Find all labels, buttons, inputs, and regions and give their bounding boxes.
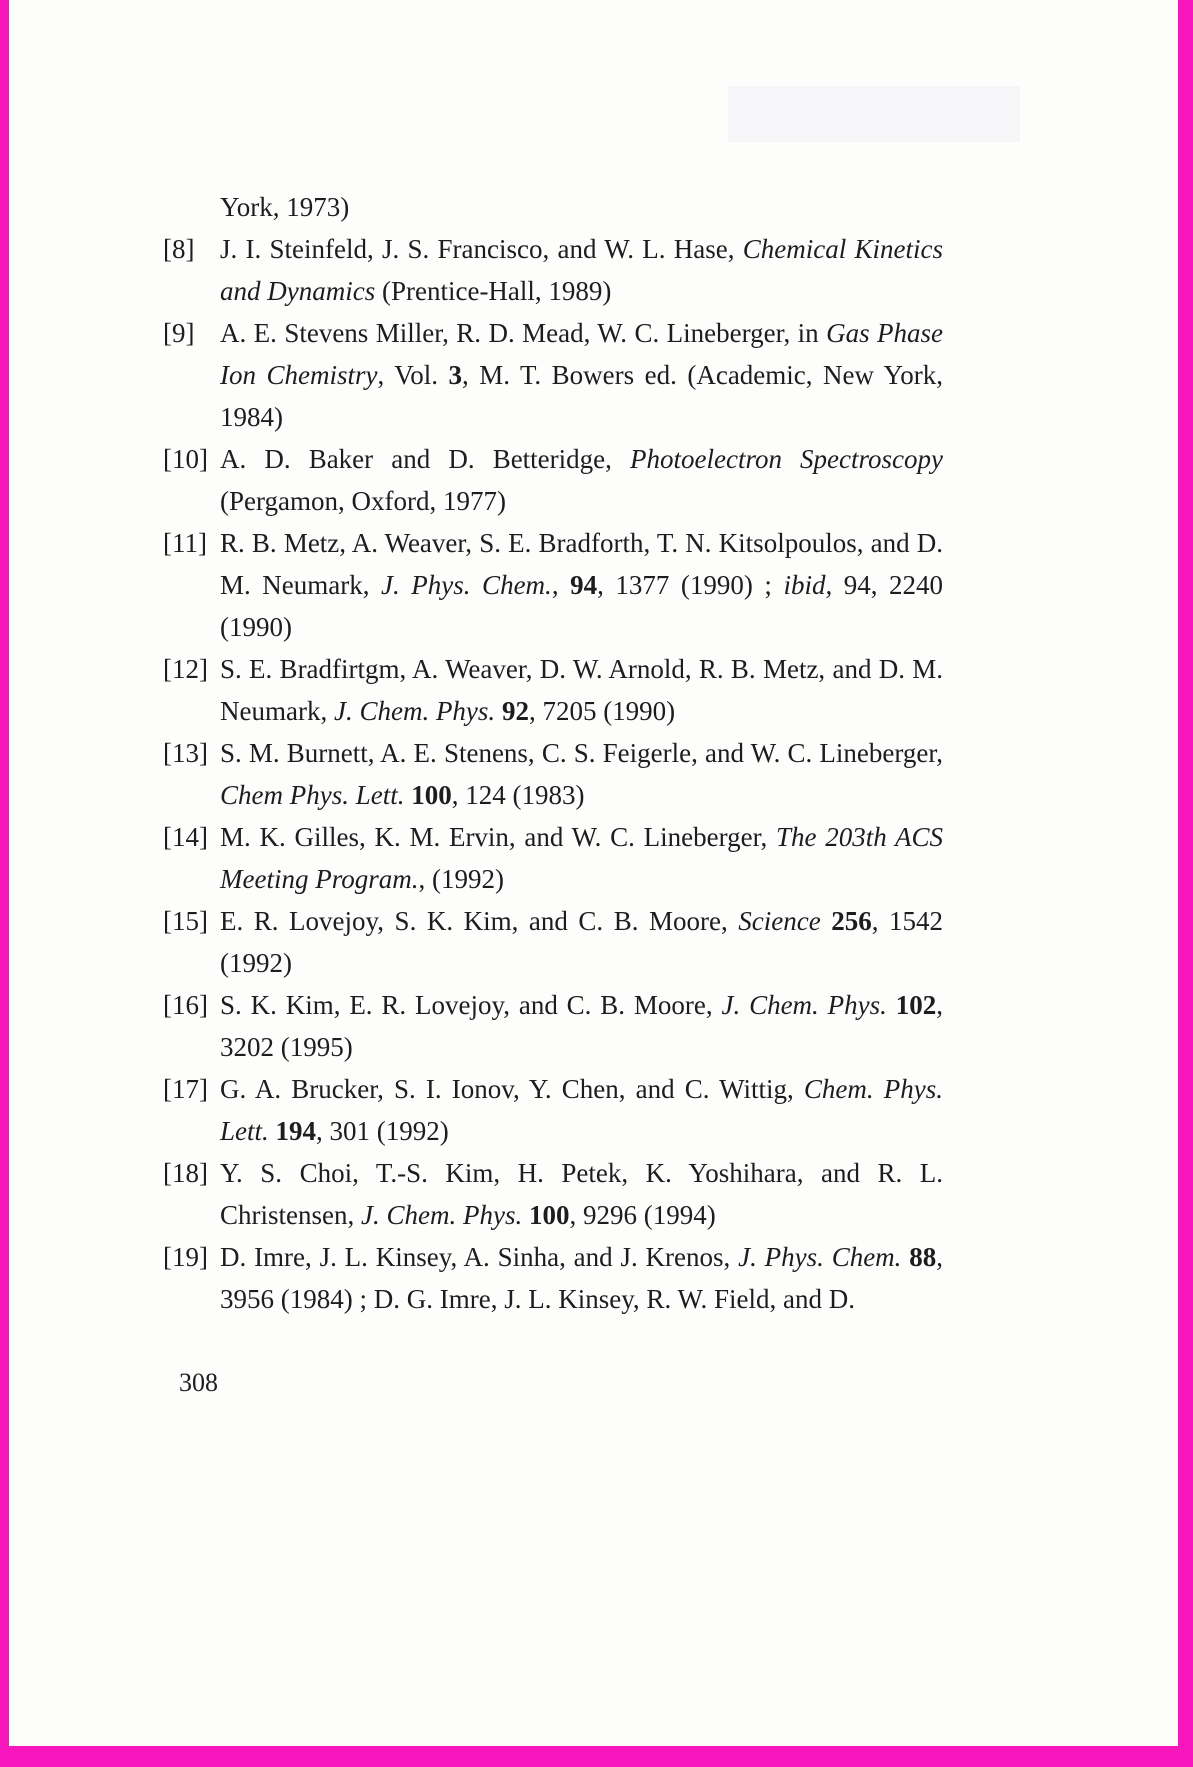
- reference-text-segment: Y. S. Choi, T.-S. Kim, H. Petek, K. Yoshihara, and R. L. Christensen,: [220, 1158, 943, 1230]
- reference-label: [17]: [163, 1074, 208, 1104]
- reference-text-segment: Chem Phys. Lett.: [220, 780, 405, 810]
- reference-text-segment: J. I. Steinfeld, J. S. Francisco, and W. L. Hase,: [220, 234, 743, 264]
- reference-text-segment: 92: [501, 696, 529, 726]
- reference-text-segment: Chem. Phys. Lett.: [220, 1074, 943, 1146]
- reference-label: [13]: [163, 738, 208, 768]
- reference-text-segment: , 9296 (1994): [569, 1200, 716, 1230]
- reference-entry: [163, 522, 943, 648]
- reference-entry: [163, 648, 943, 732]
- reference-text-segment: , 3202 (1995): [220, 990, 944, 1062]
- reference-entry: [163, 1236, 943, 1320]
- reference-entry: [163, 312, 943, 438]
- reference-text-segment: J. Chem. Phys.: [721, 990, 887, 1020]
- reference-entry: [163, 1068, 943, 1152]
- reference-text-segment: J. Chem. Phys.: [333, 696, 496, 726]
- reference-text-segment: , 7205 (1990): [528, 696, 676, 726]
- reference-label: [19]: [163, 1242, 208, 1272]
- reference-label: [10]: [163, 444, 208, 474]
- reference-text-segment: 256: [831, 906, 872, 936]
- reference-text-segment: 102: [895, 990, 937, 1020]
- reference-text-segment: Photoelectron Spectroscopy: [630, 444, 944, 474]
- scan-artifact: [728, 86, 1020, 142]
- reference-entry: [163, 900, 943, 984]
- reference-label: [15]: [163, 906, 208, 936]
- reference-label: [12]: [163, 654, 208, 684]
- reference-label: [14]: [163, 822, 208, 852]
- reference-entry: [163, 186, 943, 228]
- reference-text-segment: A. E. Stevens Miller, R. D. Mead, W. C. Lineberger, in: [220, 318, 827, 348]
- reference-text-segment: Gas Phase Ion Chemistry: [220, 318, 943, 390]
- reference-entry: [163, 732, 943, 816]
- reference-text-segment: ,: [551, 570, 571, 600]
- reference-text-segment: [821, 906, 832, 936]
- reference-text-segment: 100: [411, 780, 452, 810]
- reference-entry: [163, 438, 943, 522]
- reference-text-segment: E. R. Lovejoy, S. K. Kim, and C. B. Moore,: [220, 906, 739, 936]
- reference-text-segment: J. Chem. Phys.: [361, 1200, 523, 1230]
- page-number: 308: [179, 1368, 218, 1397]
- reference-entry: [163, 984, 943, 1068]
- reference-text-segment: York, 1973): [220, 192, 350, 222]
- reference-text-segment: 3: [448, 360, 462, 390]
- reference-text-segment: J. Phys. Chem.: [381, 570, 552, 600]
- reference-text-segment: R. B. Metz, A. Weaver, S. E. Bradforth, T. N. Kitsolpoulos, and D. M. Neumark,: [220, 528, 943, 600]
- reference-label: [8]: [163, 234, 195, 264]
- reference-text-segment: 100: [528, 1200, 570, 1230]
- reference-text-segment: S. E. Bradfirtgm, A. Weaver, D. W. Arnold, R. B. Metz, and D. M. Neumark,: [220, 654, 943, 726]
- reference-text-segment: G. A. Brucker, S. I. Ionov, Y. Chen, and C. Wittig,: [220, 1074, 804, 1104]
- reference-text-segment: , 124 (1983): [451, 780, 585, 810]
- reference-text-segment: Chemical Kinetics and Dynamics: [220, 234, 944, 306]
- reference-text-segment: 194: [275, 1116, 317, 1146]
- scan-edge-left: [0, 0, 9, 1767]
- scan-edge-bottom: [0, 1746, 1193, 1767]
- reference-text-segment: [522, 1200, 529, 1230]
- reference-entry: [163, 1152, 943, 1236]
- reference-text-segment: , (1992): [418, 864, 504, 894]
- reference-text-segment: S. M. Burnett, A. E. Stenens, C. S. Feigerle, and W. C. Lineberger,: [220, 738, 943, 768]
- reference-text-segment: A. D. Baker and D. Betteridge,: [220, 444, 630, 474]
- reference-text-segment: , 3956 (1984) ; D. G. Imre, J. L. Kinsey, R. W. Field, and D.: [220, 1242, 944, 1314]
- reference-text-segment: (Prentice-Hall, 1989): [375, 276, 612, 306]
- reference-text-segment: (Pergamon, Oxford, 1977): [220, 486, 506, 516]
- references-list: [163, 186, 943, 1320]
- reference-text-segment: 94, 2240 (1990): [220, 570, 944, 642]
- reference-entry: [163, 816, 943, 900]
- reference-text-segment: , Vol.: [377, 360, 449, 390]
- scan-edge-right: [1178, 0, 1193, 1767]
- reference-text-segment: , M. T. Bowers ed. (Academic, New York, 1984): [220, 360, 943, 432]
- reference-text-segment: [887, 990, 896, 1020]
- reference-label: [11]: [163, 528, 207, 558]
- reference-text-segment: D. Imre, J. L. Kinsey, A. Sinha, and J. Krenos,: [220, 1242, 739, 1272]
- reference-text-segment: , 1377 (1990) ;: [597, 570, 784, 600]
- reference-text-segment: M. K. Gilles, K. M. Ervin, and W. C. Lineberger,: [220, 822, 776, 852]
- reference-text-segment: , 1542 (1992): [220, 906, 943, 978]
- reference-text-segment: J. Phys. Chem.: [738, 1242, 902, 1272]
- reference-entry: [163, 228, 943, 312]
- reference-text-segment: S. K. Kim, E. R. Lovejoy, and C. B. Moore,: [220, 990, 722, 1020]
- reference-text-segment: [495, 696, 502, 726]
- reference-text-segment: Science: [738, 906, 821, 936]
- reference-text-segment: [269, 1116, 276, 1146]
- reference-text-segment: , 301 (1992): [316, 1116, 449, 1146]
- reference-text-segment: The 203th ACS Meeting Program.: [220, 822, 943, 894]
- reference-text-segment: 94: [570, 570, 598, 600]
- reference-label: [16]: [163, 990, 208, 1020]
- reference-text-segment: 88: [909, 1242, 937, 1272]
- reference-text-segment: ibid,: [783, 570, 833, 600]
- reference-label: [18]: [163, 1158, 208, 1188]
- reference-label: [9]: [163, 318, 195, 348]
